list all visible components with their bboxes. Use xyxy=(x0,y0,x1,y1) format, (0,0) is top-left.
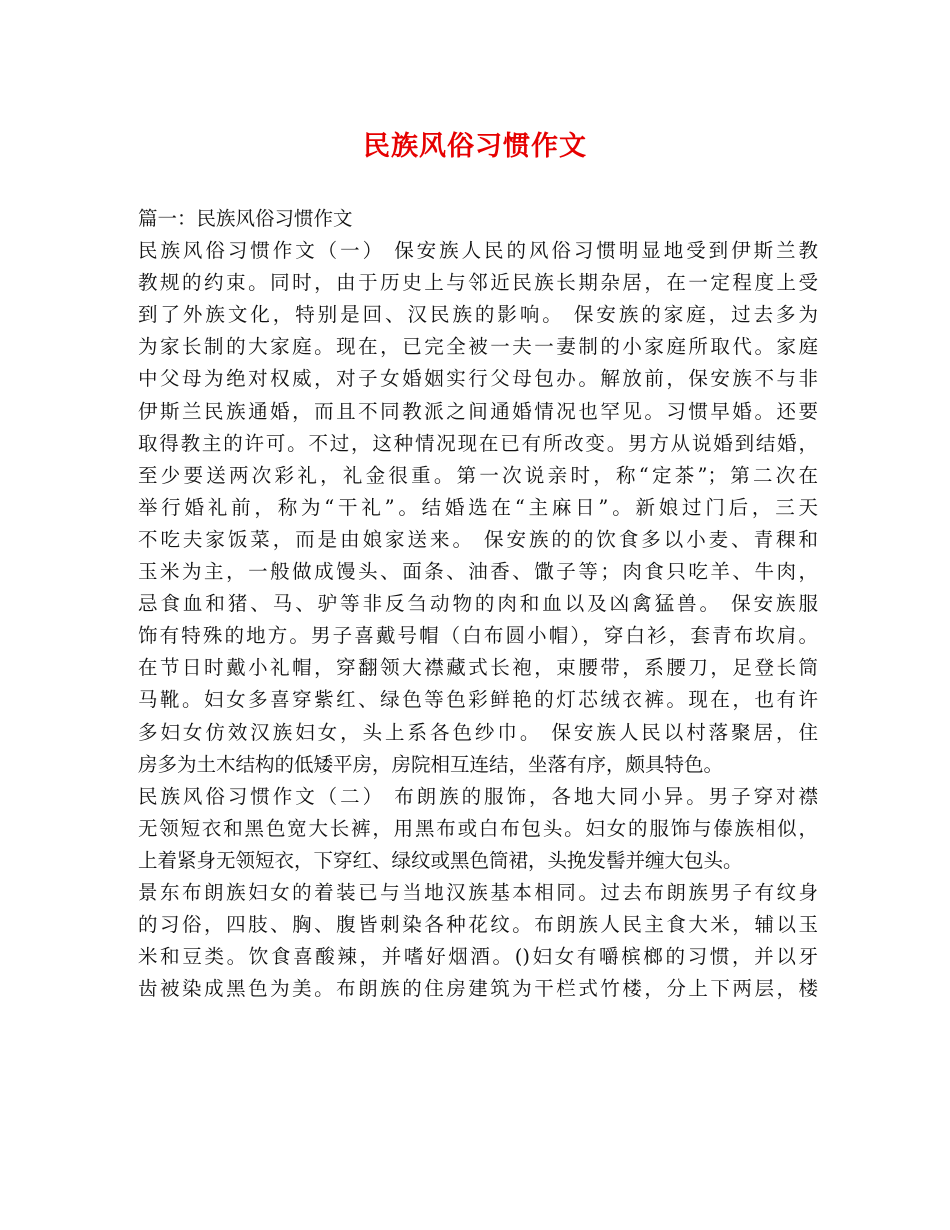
body-line: 民族风俗习惯作文（一） 保安族人民的风俗习惯明显地受到伊斯兰教 xyxy=(138,239,818,263)
body-line: 不吃夫家饭菜，而是由娘家送来。 保安族的的饮食多以小麦、青稞和 xyxy=(138,527,818,551)
document-title: 民族风俗习惯作文 xyxy=(363,131,587,162)
body-line: 马靴。妇女多喜穿紫红、绿色等色彩鲜艳的灯芯绒衣裤。现在，也有许 xyxy=(138,688,818,712)
section-heading: 篇一：民族风俗习惯作文 xyxy=(138,207,353,230)
body-line: 玉米为主，一般做成馒头、面条、油香、馓子等；肉食只吃羊、牛肉， xyxy=(138,560,818,584)
body-line: 民族风俗习惯作文（二） 布朗族的服饰，各地大同小异。男子穿对襟 xyxy=(138,784,818,808)
body-line: 的习俗，四肢、胸、腹皆刺染各种花纹。布朗族人民主食大米，辅以玉 xyxy=(138,913,818,937)
body-line: 景东布朗族妇女的着装已与当地汉族基本相同。过去布朗族男子有纹身 xyxy=(138,880,818,904)
body-line: 房多为土木结构的低矮平房，房院相互连结，坐落有序，颇具特色。 xyxy=(138,752,724,776)
body-line: 取得教主的许可。不过，这种情况现在已有所改变。男方从说婚到结婚， xyxy=(138,431,818,455)
body-line: 无领短衣和黑色宽大长裤，用黑布或白布包头。妇女的服饰与傣族相似， xyxy=(138,816,818,840)
body-line: 伊斯兰民族通婚，而且不同教派之间通婚情况也罕见。习惯早婚。还要 xyxy=(138,399,818,423)
body-line: 上着紧身无领短衣，下穿红、绿纹或黑色筒裙，头挽发髻并缠大包头。 xyxy=(138,848,743,872)
body-line: 到了外族文化，特别是回、汉民族的影响。 保安族的家庭，过去多为 xyxy=(138,303,818,327)
body-line: 饰有特殊的地方。男子喜戴号帽（白布圆小帽），穿白衫，套青布坎肩。 xyxy=(138,624,818,648)
body-line: 为家长制的大家庭。现在，已完全被一夫一妻制的小家庭所取代。家庭 xyxy=(138,335,818,359)
body-line: 忌食血和猪、马、驴等非反刍动物的肉和血以及凶禽猛兽。 保安族服 xyxy=(138,592,818,616)
body-line: 齿被染成黑色为美。布朗族的住房建筑为干栏式竹楼，分上下两层，楼 xyxy=(138,977,818,1001)
document-body xyxy=(138,203,818,1005)
body-line: 教规的约束。同时，由于历史上与邻近民族长期杂居，在一定程度上受 xyxy=(138,271,818,295)
body-line: 中父母为绝对权威，对子女婚姻实行父母包办。解放前，保安族不与非 xyxy=(138,367,818,391)
body-line: 至少要送两次彩礼，礼金很重。第一次说亲时，称“定茶”；第二次在 xyxy=(138,463,818,487)
body-line: 举行婚礼前，称为“干礼”。结婚选在“主麻日”。新娘过门后，三天 xyxy=(138,495,818,519)
body-line: 多妇女仿效汉族妇女，头上系各色纱巾。 保安族人民以村落聚居，住 xyxy=(138,720,818,744)
body-line: 米和豆类。饮食喜酸辣，并嗜好烟酒。()妇女有嚼槟榔的习惯，并以牙 xyxy=(138,945,818,969)
body-line: 在节日时戴小礼帽，穿翻领大襟藏式长袍，束腰带，系腰刀，足登长筒 xyxy=(138,656,818,680)
